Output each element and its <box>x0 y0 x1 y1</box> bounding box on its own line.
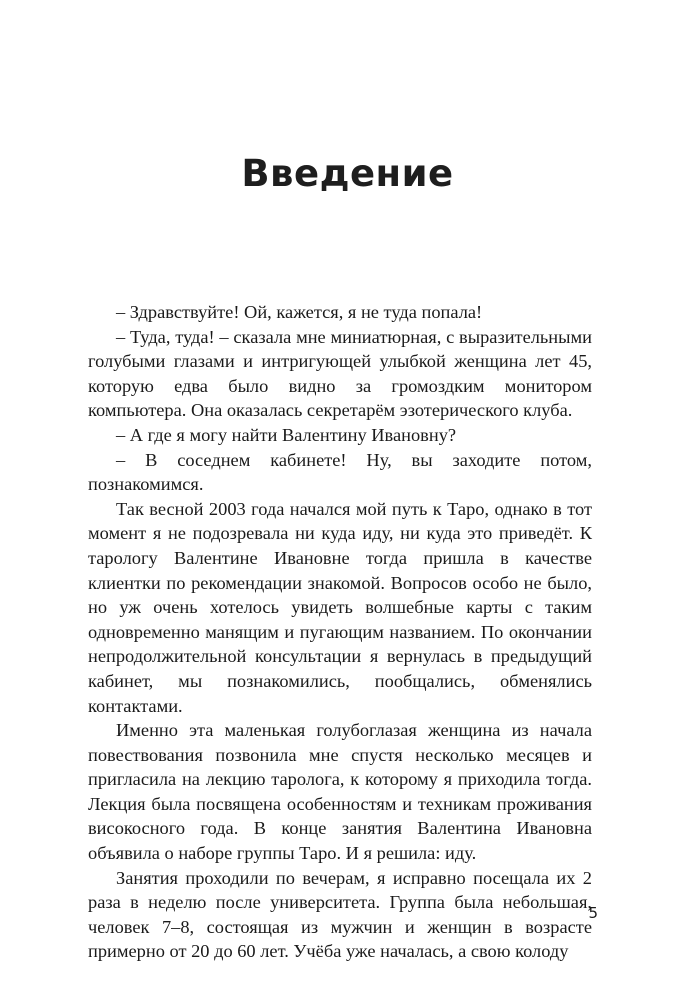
paragraph: Именно эта маленькая голубоглазая женщина из начала повествования позвонила мне спустя несколько месяцев и пригласила на лекцию таролога, к которому я приходила тогда. Лекция была посвящена особенностям и техникам проживания високосного года. В конце занятия Валентина Ивановна объявила о наборе группы Таро. И я решила: иду. <box>88 720 592 864</box>
paragraph: – Здравствуйте! Ой, кажется, я не туда попала! <box>116 302 483 322</box>
paragraph: – А где я могу найти Валентину Ивановну? <box>116 424 457 445</box>
paragraph: – Туда, туда! – сказала мне миниатюрная, с выразительными голубыми глазами и интригующей улыбкой женщина лет 45, которую едва было видно за громоздким монитором компьютера. Она оказалась секретарём эзотерического клуба. <box>88 326 592 421</box>
body-text <box>88 300 592 964</box>
page-number: 5 <box>588 904 598 922</box>
chapter-title: Введение <box>241 152 454 195</box>
paragraph: Занятия проходили по вечерам, я исправно посещала их 2 раза в неделю после университета. Группа была небольшая, человек 7–8, состоящая из мужчин и женщин в возрасте примерно от 20 до 60 лет. Учёба уже началась, а свою колоду <box>88 867 592 962</box>
paragraph: – В соседнем кабинете! Ну, вы заходите потом, познакомимся. <box>88 449 592 495</box>
paragraph: Так весной 2003 года начался мой путь к Таро, однако в тот момент я не подозревала ни куда иду, ни куда это приведёт. К тарологу Валентине Ивановне тогда пришла в качестве клиентки по рекомендации знакомой. Вопросов особо не было, но уж очень хотелось увидеть волшебные карты с таким одновременно манящим и пугающим названием. По окончании непродолжительной консультации я вернулась в предыдущий кабинет, мы познакомились, пообщались, обменялись контактами. <box>88 498 592 716</box>
